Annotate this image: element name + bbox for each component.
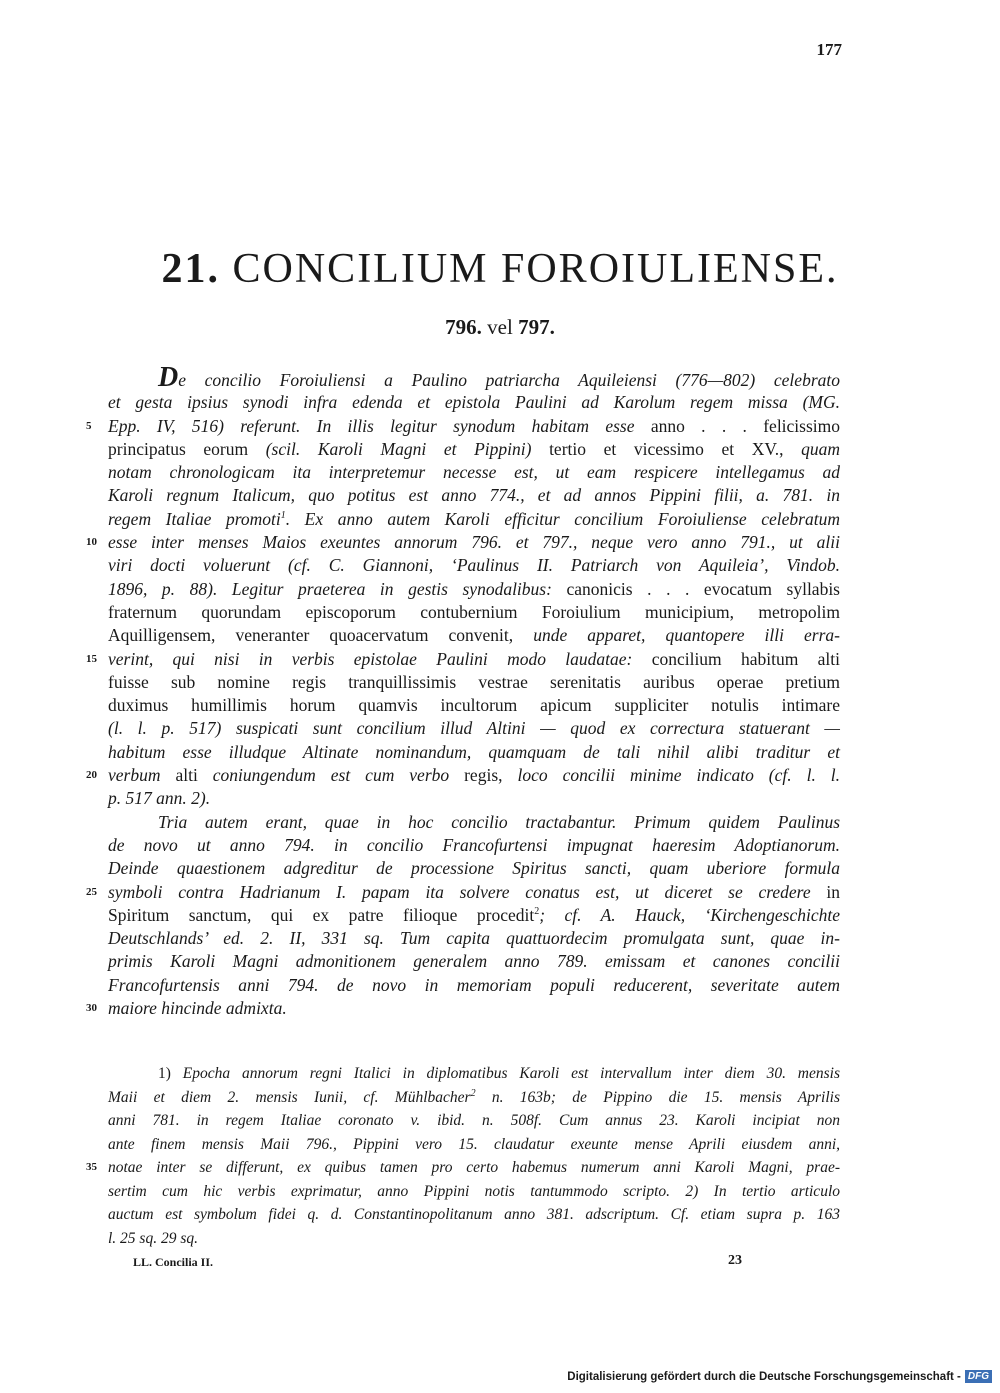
text-segment: quam [801, 438, 841, 459]
text-segment: verint, qui nisi in verbis epistolae Paulini modo laudatae: [108, 648, 633, 669]
footnote-line [108, 1227, 840, 1251]
text-segment: 2) In tertio articulo [685, 1182, 840, 1200]
dfg-credit [567, 1370, 992, 1383]
text-segment: Tria autem erant, quae in hoc concilio tractabantur. Primum quidem Paulinus [158, 811, 840, 832]
text-segment: principatus eorum [108, 438, 249, 459]
page-number: 177 [816, 40, 842, 59]
text-segment: et gesta ipsius synodi infra edenda et epistola Paulini ad Karolum regem missa (MG. [108, 392, 840, 413]
text-line [108, 624, 840, 647]
line-number: 25 [86, 885, 97, 898]
line-number: 35 [86, 1161, 97, 1173]
text-line [108, 811, 840, 834]
text-segment: n. 163b; de Pippino die 15. mensis Aprilis [491, 1088, 840, 1106]
text-line [108, 717, 840, 740]
text-segment: (scil. Karoli Magni et Pippini) [265, 438, 532, 459]
text-segment: Deinde quaestionem adgreditur de processione Spiritus sancti, quam uberiore formula [108, 858, 840, 879]
footnotes [86, 1062, 840, 1250]
text-segment: primis Karoli Magni admonitionem generalem anno 789. emissam et canones concilii [108, 951, 840, 972]
footnote-line [86, 1156, 840, 1180]
text-segment: l. 25 sq. 29 sq. [108, 1229, 198, 1247]
date-conj: vel [487, 315, 513, 339]
footnote-ref: 2 [470, 1087, 476, 1099]
body-text [86, 362, 841, 1020]
text-line [108, 904, 840, 927]
text-line [108, 927, 840, 950]
footnote-ref: 2 [534, 906, 540, 917]
text-line [108, 554, 840, 577]
text-segment: regis, [464, 765, 503, 786]
text-segment: notam chronologicam ita interpretemur necesse est, ut eam respicere intellegamus ad [108, 462, 840, 483]
text-segment: . Ex anno autem Karoli efficitur concilium Foroiuliense celebratum [285, 508, 840, 529]
text-line [86, 531, 840, 554]
text-segment: duximus humillimis horum quamvis incultorum apicum suppliciter notulis intimare [108, 695, 840, 716]
text-segment: loco concilii minime indicato (cf. l. l. [517, 765, 841, 786]
text-segment: auctum est symbolum fidei q. d. Constantinopolitanum anno 381. adscriptum. Cf. etiam supra p. 163 [108, 1206, 840, 1223]
title-number: 21. [161, 246, 220, 292]
text-segment: coniungendum est cum verbo [212, 765, 450, 786]
footnote-line [108, 1086, 840, 1110]
footnote-marker: 1) [158, 1065, 171, 1082]
text-line [108, 601, 840, 624]
page-title [0, 245, 1000, 293]
text-segment: regem Italiae promoti [108, 508, 281, 529]
dfg-logo-icon: DFG [965, 1370, 992, 1383]
date-year-1: 796. [445, 315, 482, 339]
text-line [108, 974, 840, 997]
dfg-credit-text: Digitalisierung gefördert durch die Deutsche Forschungsgemeinschaft - [567, 1370, 961, 1383]
series-footer: LL. Concilia II. [133, 1255, 214, 1269]
text-segment: notae inter se differunt, ex quibus tamen pro certo habemus numerum anni Karoli Magni, prae- [108, 1159, 840, 1176]
text-segment: Epp. IV, 516) referunt. In illis legitur synodum habitam esse [108, 415, 635, 436]
text-segment: de novo ut anno 794. in concilio Francofurtensi impugnat haeresim Adoptianorum. [108, 834, 840, 855]
drop-initial: D [158, 362, 179, 393]
text-segment: symboli contra Hadrianum I. papam ita solvere conatus est, ut diceret se credere [108, 881, 811, 902]
text-segment: anno . . . felicissimo [650, 415, 841, 436]
text-line [108, 362, 840, 393]
text-line [108, 484, 840, 507]
text-segment: Deutschlands’ ed. 2. II, 331 sq. Tum capita quattuordecim promulgata sunt, quae in- [108, 928, 840, 949]
footnote-line [108, 1203, 840, 1227]
text-line [108, 391, 840, 414]
text-segment: viri docti voluerunt (cf. C. Giannoni, ‘Paulinus II. Patriarch von Aquileia’, Vindob. [108, 555, 840, 576]
line-number: 30 [86, 1002, 97, 1015]
text-line [86, 764, 841, 787]
text-segment: tertio et vicessimo et XV., [549, 438, 784, 459]
text-line [108, 857, 840, 880]
title-text: CONCILIUM FOROIULIENSE. [232, 246, 839, 292]
footnote-line [108, 1109, 840, 1133]
text-segment: habitum esse illudque Altinate nominandum, quamquam de tali nihil alibi traditur et [108, 741, 840, 762]
text-segment: ante finem mensis Maii 796., Pippini vero 15. claudatur exeunte mense Aprili eiusdem anni, [108, 1135, 840, 1153]
text-segment: concilium habitum alti [651, 648, 840, 669]
text-segment: sertim cum hic verbis exprimatur, anno Pippini notis tantummodo scripto. [108, 1182, 671, 1200]
text-segment: 1896, p. 88). Legitur praeterea in gestis synodalibus: [108, 578, 552, 599]
text-segment: alti [175, 765, 198, 786]
text-segment: unde apparet, quantopere illi erra- [533, 625, 841, 646]
text-segment: Maii et diem 2. mensis Iunii, cf. Mühlbacher [108, 1088, 471, 1106]
text-segment: Francofurtensis anni 794. de novo in memoriam populi reducerent, severitate autem [108, 974, 840, 995]
text-line [108, 694, 840, 717]
text-segment: anni 781. in regem Italiae coronato v. ibid. n. 508f. Cum annus 23. Karoli incipiat non [108, 1112, 840, 1129]
signature-mark: 23 [728, 1253, 742, 1268]
text-line [108, 950, 840, 973]
text-segment: p. 517 ann. 2). [108, 788, 211, 809]
date-year-2: 797. [518, 315, 555, 339]
footnote-line [108, 1062, 840, 1086]
text-segment: (l. l. p. 517) suspicati sunt concilium illud Altini — quod ex correctura statuerant — [108, 718, 840, 739]
text-segment: esse inter menses Maios exeuntes annorum 796. et 797., neque vero anno 791., ut alii [108, 532, 840, 553]
text-segment: maiore hincinde admixta. [108, 998, 287, 1019]
text-segment: verbum [108, 765, 161, 786]
text-line [108, 508, 840, 531]
line-number: 15 [86, 652, 97, 665]
text-line [108, 671, 840, 694]
text-line [108, 787, 840, 810]
text-line [108, 578, 840, 601]
footnote-ref: 1 [280, 509, 286, 521]
line-number: 10 [86, 536, 97, 549]
text-segment: Aquilligensem, veneranter quoacervatum convenit, [108, 625, 514, 646]
text-segment: Karoli regnum Italicum, quo potitus est anno 774., et ad annos Pippini filii, a. 781. in [108, 485, 840, 506]
text-segment: fuisse sub nomine regis tranquillissimis vestrae serenitatis auribus operae pretium [108, 671, 840, 692]
text-segment: Epocha annorum regni Italici in diplomatibus Karoli est intervallum inter diem 30. mensis [182, 1065, 840, 1082]
footnote-line [108, 1133, 840, 1157]
text-line [108, 438, 840, 461]
date-line [0, 315, 1000, 340]
text-line [86, 881, 840, 904]
text-segment: fraternum quorundam episcoporum contubernium Foroiulium municipium, metropolim [108, 601, 840, 622]
text-line [86, 997, 840, 1020]
footnote-line [108, 1180, 840, 1204]
line-number: 20 [86, 769, 97, 782]
text-line [108, 461, 840, 484]
text-line [86, 415, 841, 438]
text-segment: e concilio Foroiuliensi a Paulino patriarcha Aquileiensi (776—802) celebrato [178, 370, 840, 390]
line-number: 5 [86, 419, 92, 432]
text-segment: canonicis . . . evocatum syllabis [566, 578, 840, 599]
text-line [108, 741, 840, 764]
text-segment: in [826, 881, 840, 902]
text-segment: Spiritum sanctum, qui ex patre filioque procedit [108, 904, 535, 925]
text-segment: ; cf. A. Hauck, ‘Kirchengeschichte [539, 904, 840, 925]
text-line [108, 834, 840, 857]
text-line [86, 648, 840, 671]
